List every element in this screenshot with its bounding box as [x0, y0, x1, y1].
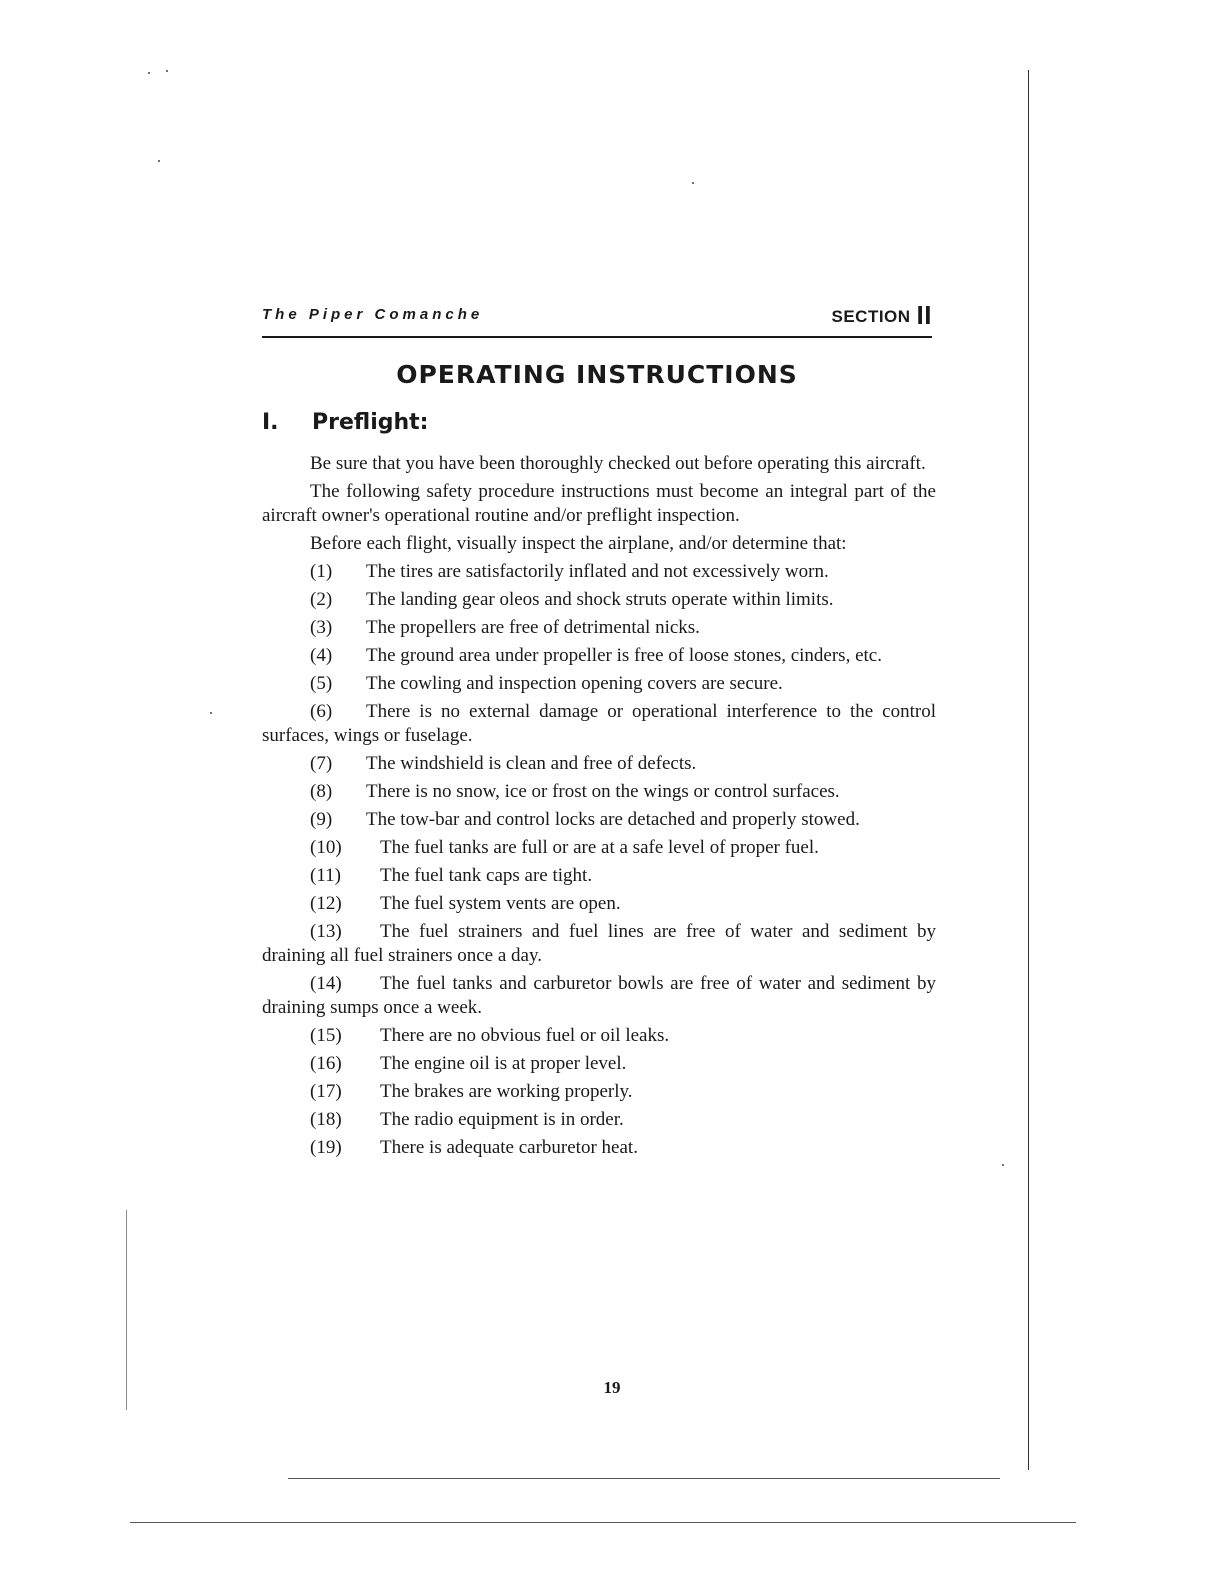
- item-number: (7): [310, 753, 333, 774]
- item-number: (8): [310, 781, 333, 802]
- item-number: (16): [310, 1053, 342, 1074]
- running-header: [262, 296, 932, 338]
- speck: [210, 712, 212, 714]
- item-text: The ground area under propeller is free of loose stones, cinders, etc.: [366, 645, 882, 666]
- checklist: [262, 560, 936, 1160]
- paragraph: Before each flight, visually inspect the airplane, and/or determine that:: [310, 533, 847, 554]
- scan-edge-right: [1028, 70, 1029, 1470]
- item-number: (19): [310, 1137, 342, 1158]
- checklist-item: [262, 892, 936, 916]
- item-text: The radio equipment is in order.: [380, 1109, 624, 1130]
- item-text: The fuel system vents are open.: [380, 893, 621, 914]
- item-number: (2): [310, 589, 333, 610]
- item-number: (14): [310, 973, 342, 994]
- checklist-item: [262, 560, 936, 584]
- section-label: [831, 300, 932, 331]
- checklist-item: [262, 1080, 936, 1104]
- checklist-item: [262, 752, 936, 776]
- item-number: (15): [310, 1025, 342, 1046]
- checklist-item: [262, 780, 936, 804]
- checklist-item: [262, 1024, 936, 1048]
- paragraph: The following safety procedure instructions must become an integral part of the aircraft owner's operational routine and/or preflight inspection.: [262, 481, 936, 526]
- checklist-item: [262, 672, 936, 696]
- speck: [158, 160, 160, 162]
- item-text: There is adequate carburetor heat.: [380, 1137, 638, 1158]
- checklist-item: [262, 1052, 936, 1076]
- scan-line-lower: [288, 1478, 1000, 1479]
- checklist-item: [262, 808, 936, 832]
- subsection-label: Preflight:: [312, 410, 429, 435]
- item-number: (6): [310, 701, 333, 722]
- subsection-heading: [262, 410, 428, 435]
- item-text: There is no snow, ice or frost on the wings or control surfaces.: [366, 781, 840, 802]
- checklist-item: [262, 1136, 936, 1160]
- item-text: The tow-bar and control locks are detached and properly stowed.: [366, 809, 860, 830]
- item-number: (4): [310, 645, 333, 666]
- page-number: 19: [603, 1378, 621, 1397]
- checklist-item: [262, 588, 936, 612]
- subsection-number: I.: [262, 410, 279, 435]
- speck: [1002, 1164, 1004, 1166]
- speck: [692, 182, 694, 184]
- item-number: (12): [310, 893, 342, 914]
- item-text: The landing gear oleos and shock struts operate within limits.: [366, 589, 834, 610]
- item-number: (5): [310, 673, 333, 694]
- item-text: The tires are satisfactorily inflated and not excessively worn.: [366, 561, 829, 582]
- scan-edge-left: [126, 1210, 127, 1410]
- paragraph: Be sure that you have been thoroughly checked out before operating this aircraft.: [310, 453, 926, 474]
- item-number: (10): [310, 837, 342, 858]
- speck: [166, 70, 168, 72]
- item-text: There are no obvious fuel or oil leaks.: [380, 1025, 670, 1046]
- item-text: The fuel tanks are full or are at a safe level of proper fuel.: [380, 837, 819, 858]
- running-title: The Piper Comanche: [262, 306, 484, 323]
- item-text: The windshield is clean and free of defects.: [366, 753, 697, 774]
- scan-line-bottom: [130, 1522, 1076, 1523]
- item-text: The cowling and inspection opening covers are secure.: [366, 673, 783, 694]
- item-number: (17): [310, 1081, 342, 1102]
- checklist-item: [262, 1108, 936, 1132]
- item-number: (1): [310, 561, 333, 582]
- item-text: The fuel strainers and fuel lines are free of water and sediment by draining all fuel strainers once a day.: [262, 921, 936, 966]
- item-text: The propellers are free of detrimental nicks.: [366, 617, 700, 638]
- section-word: SECTION: [831, 307, 911, 326]
- body-text: [262, 452, 936, 1164]
- item-text: The fuel tanks and carburetor bowls are free of water and sediment by draining sumps once a week.: [262, 973, 936, 1018]
- item-number: (3): [310, 617, 333, 638]
- checklist-item: [262, 616, 936, 640]
- section-number: II: [916, 300, 932, 330]
- checklist-item: [262, 644, 936, 668]
- item-number: (11): [310, 865, 341, 886]
- checklist-item: [262, 700, 936, 748]
- item-text: The engine oil is at proper level.: [380, 1053, 627, 1074]
- checklist-item: [262, 920, 936, 968]
- item-number: (13): [310, 921, 342, 942]
- item-number: (18): [310, 1109, 342, 1130]
- item-text: There is no external damage or operational interference to the control surfaces, wings or fuselage.: [262, 701, 936, 746]
- item-text: The fuel tank caps are tight.: [380, 865, 593, 886]
- page-title: OPERATING INSTRUCTIONS: [396, 360, 798, 389]
- speck: [148, 72, 150, 74]
- checklist-item: [262, 972, 936, 1020]
- checklist-item: [262, 836, 936, 860]
- checklist-item: [262, 864, 936, 888]
- item-number: (9): [310, 809, 333, 830]
- item-text: The brakes are working properly.: [380, 1081, 633, 1102]
